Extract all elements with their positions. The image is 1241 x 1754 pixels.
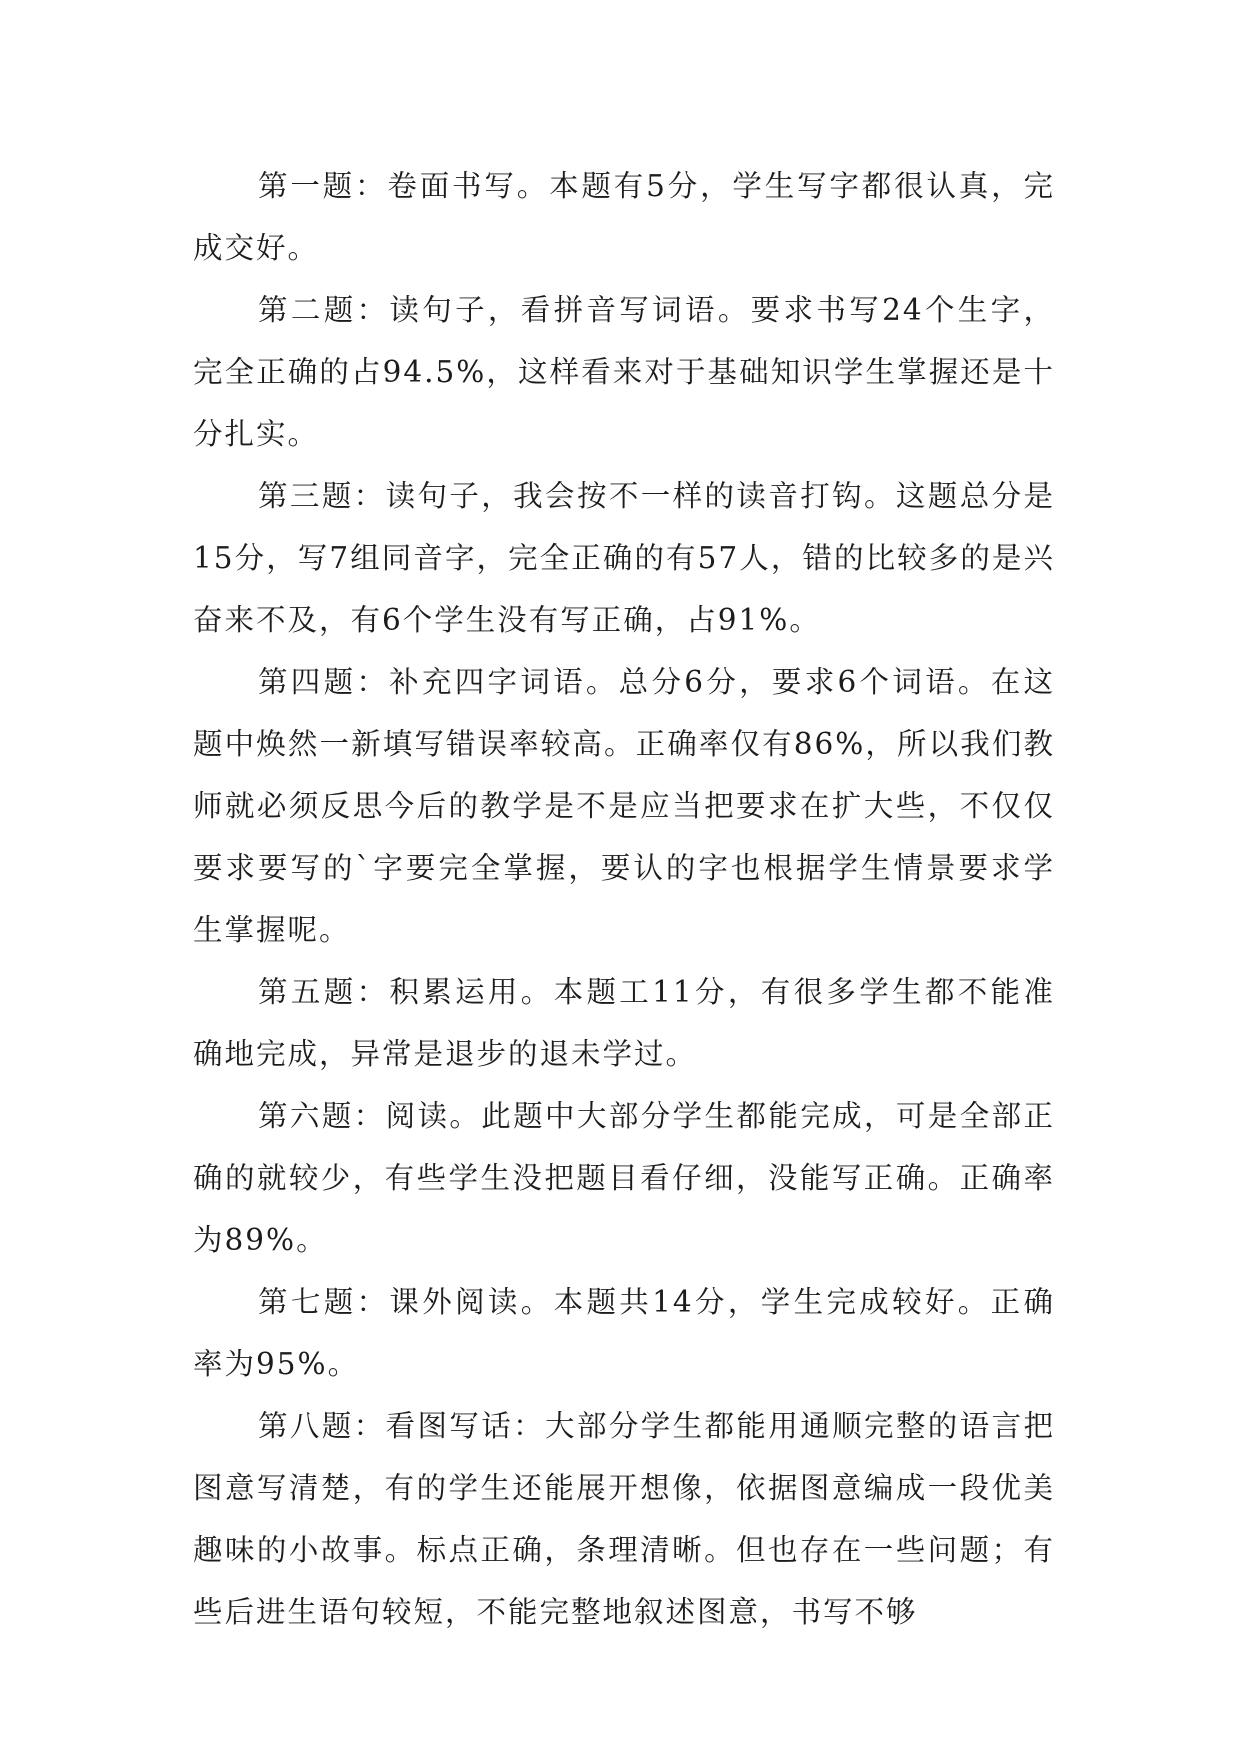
paragraph-question-2: 第二题：读句子，看拼音写词语。要求书写24个生字，完全正确的占94.5%，这样看来对于基础知识学生掌握还是十分扎实。 [193,293,1055,451]
paragraph-question-8: 第八题：看图写话：大部分学生都能用通顺完整的语言把图意写清楚，有的学生还能展开想像，依据图意编成一段优美趣味的小故事。标点正确，条理清晰。但也存在一些问题；有些后进生语句较短，不能完整地叙述图意，书写不够 [193,1409,1055,1629]
paragraph-question-6: 第六题：阅读。此题中大部分学生都能完成，可是全部正确的就较少，有些学生没把题目看仔细，没能写正确。正确率为89%。 [193,1099,1055,1257]
paragraph-question-4: 第四题：补充四字词语。总分6分，要求6个词语。在这题中焕然一新填写错误率较高。正确率仅有86%，所以我们教师就必须反思今后的教学是不是应当把要求在扩大些，不仅仅要求要写的`字要完全掌握，要认的字也根据学生情景要求学生掌握呢。 [193,665,1055,947]
paragraph-question-3: 第三题：读句子，我会按不一样的读音打钩。这题总分是15分，写7组同音字，完全正确的有57人，错的比较多的是兴奋来不及，有6个学生没有写正确，占91%。 [193,479,1055,637]
paragraph-question-5: 第五题：积累运用。本题工11分，有很多学生都不能准确地完成，异常是退步的退未学过。 [193,975,1055,1071]
paragraph-question-1: 第一题：卷面书写。本题有5分，学生写字都很认真，完成交好。 [193,169,1055,265]
paragraph-question-7: 第七题：课外阅读。本题共14分，学生完成较好。正确率为95%。 [193,1285,1055,1381]
document-body [193,155,1055,1643]
